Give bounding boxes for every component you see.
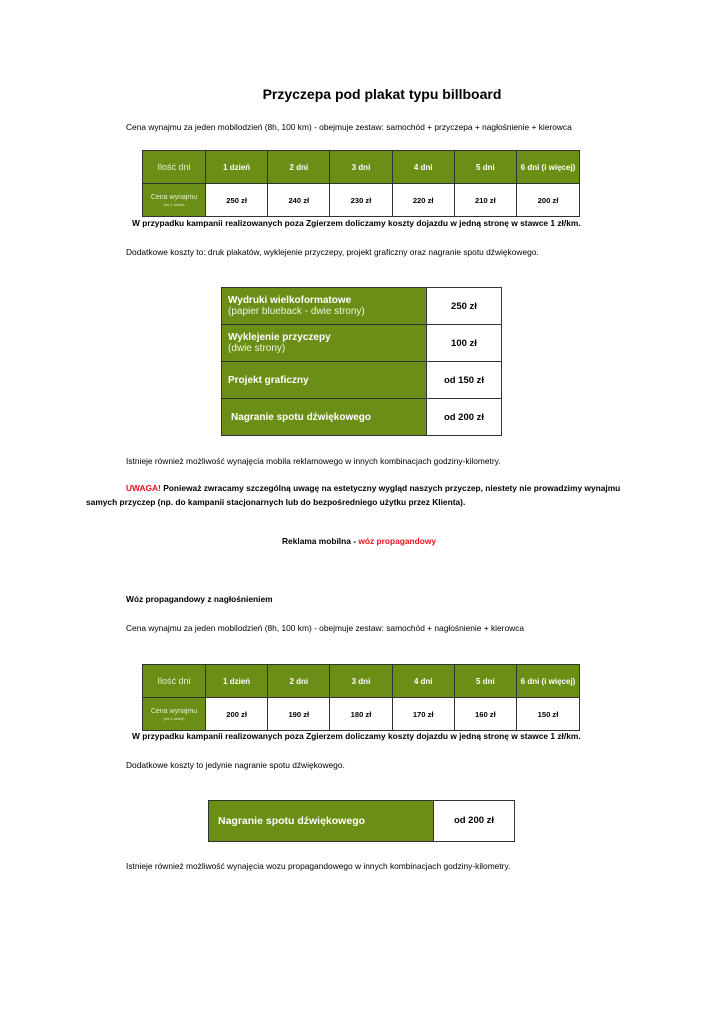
extra-item-price: 250 zł <box>427 288 502 325</box>
extra-item-price: 100 zł <box>427 325 502 362</box>
days-header-label: Ilość dni <box>143 151 206 184</box>
extra-item-name: Nagranie spotu dźwiękowego <box>222 399 427 436</box>
travel-note-2: W przypadku kampanii realizowanych poza Zgierzem doliczamy koszty dojazdu w jedną stronę w stawce 1 zł/km. <box>132 731 581 741</box>
price-cell: 230 zł <box>330 184 392 217</box>
price-row-label: Cena wynajmu (za 1 dzień) <box>143 184 206 217</box>
van-extras-table <box>208 800 515 842</box>
price-cell: 240 zł <box>268 184 330 217</box>
price-row-label: Cena wynajmu (za 1 dzień) <box>143 698 206 731</box>
extra-item-name: Nagranie spotu dźwiękowego <box>209 801 434 842</box>
price-cell: 200 zł <box>517 184 580 217</box>
extra-item-price: od 200 zł <box>427 399 502 436</box>
extra-item-price: od 200 zł <box>434 801 515 842</box>
days-header-label: Ilość dni <box>143 665 206 698</box>
other-combinations-text-2: Istnieje również możliwość wynajęcia wozu propagandowego w innych kombinacjach godziny-kilometry. <box>126 861 511 871</box>
extra-item-price: od 150 zł <box>427 362 502 399</box>
extra-item-name: Projekt graficzny <box>222 362 427 399</box>
price-cell: 200 zł <box>206 698 268 731</box>
price-cell: 160 zł <box>454 698 516 731</box>
section-heading: Reklama mobilna - wóz propagandowy <box>282 536 437 546</box>
intro-text-2: Cena wynajmu za jeden mobilodzień (8h, 100 km) - obejmuje zestaw: samochód + nagłośnienie + kierowca <box>126 623 525 633</box>
day-col-5: 5 dni <box>454 151 516 184</box>
price-cell: 210 zł <box>454 184 516 217</box>
day-col-4: 4 dni <box>392 665 454 698</box>
billboard-price-table <box>142 150 580 217</box>
day-col-6: 6 dni (i więcej) <box>517 665 580 698</box>
extra-item-name: Wyklejenie przyczepy (dwie strony) <box>222 325 427 362</box>
day-col-6: 6 dni (i więcej) <box>517 151 580 184</box>
day-col-1: 1 dzień <box>206 151 268 184</box>
price-cell: 150 zł <box>517 698 580 731</box>
day-col-4: 4 dni <box>392 151 454 184</box>
price-cell: 220 zł <box>392 184 454 217</box>
price-cell: 170 zł <box>392 698 454 731</box>
day-col-1: 1 dzień <box>206 665 268 698</box>
travel-note: W przypadku kampanii realizowanych poza Zgierzem doliczamy koszty dojazdu w jedną stronę w stawce 1 zł/km. <box>132 218 581 228</box>
price-cell: 190 zł <box>268 698 330 731</box>
day-col-2: 2 dni <box>268 151 330 184</box>
warning-label: UWAGA! <box>126 483 161 493</box>
day-col-5: 5 dni <box>454 665 516 698</box>
price-cell: 250 zł <box>206 184 268 217</box>
extra-costs-intro: Dodatkowe koszty to: druk plakatów, wyklejenie przyczepy, projekt graficzny oraz nagranie spotu dźwiękowego. <box>126 247 539 257</box>
section-subheading: Wóz propagandowy z nagłośnieniem <box>126 594 273 604</box>
extra-costs-intro-2: Dodatkowe koszty to jedynie nagranie spotu dźwiękowego. <box>126 760 345 770</box>
intro-text: Cena wynajmu za jeden mobilodzień (8h, 100 km) - obejmuje zestaw: samochód + przyczepa + nagłośnienie + kierowca <box>126 122 572 132</box>
extra-item-name: Wydruki wielkoformatowe (papier blueback - dwie strony) <box>222 288 427 325</box>
warning-line-1: UWAGA! Ponieważ zwracamy szczególną uwagę na estetyczny wygląd naszych przyczep, niestety nie prowadzimy wynajmu <box>126 483 621 493</box>
extras-table <box>221 287 502 436</box>
day-col-2: 2 dni <box>268 665 330 698</box>
page-title: Przyczepa pod plakat typu billboard <box>262 86 502 102</box>
day-col-3: 3 dni <box>330 665 392 698</box>
day-col-3: 3 dni <box>330 151 392 184</box>
van-price-table <box>142 664 580 731</box>
price-cell: 180 zł <box>330 698 392 731</box>
other-combinations-text: Istnieje również możliwość wynajęcia mobila reklamowego w innych kombinacjach godziny-kilometry. <box>126 456 501 466</box>
warning-line-2: samych przyczep (np. do kampanii stacjonarnych lub do bezpośredniego użytku przez Klienta). <box>86 497 466 507</box>
